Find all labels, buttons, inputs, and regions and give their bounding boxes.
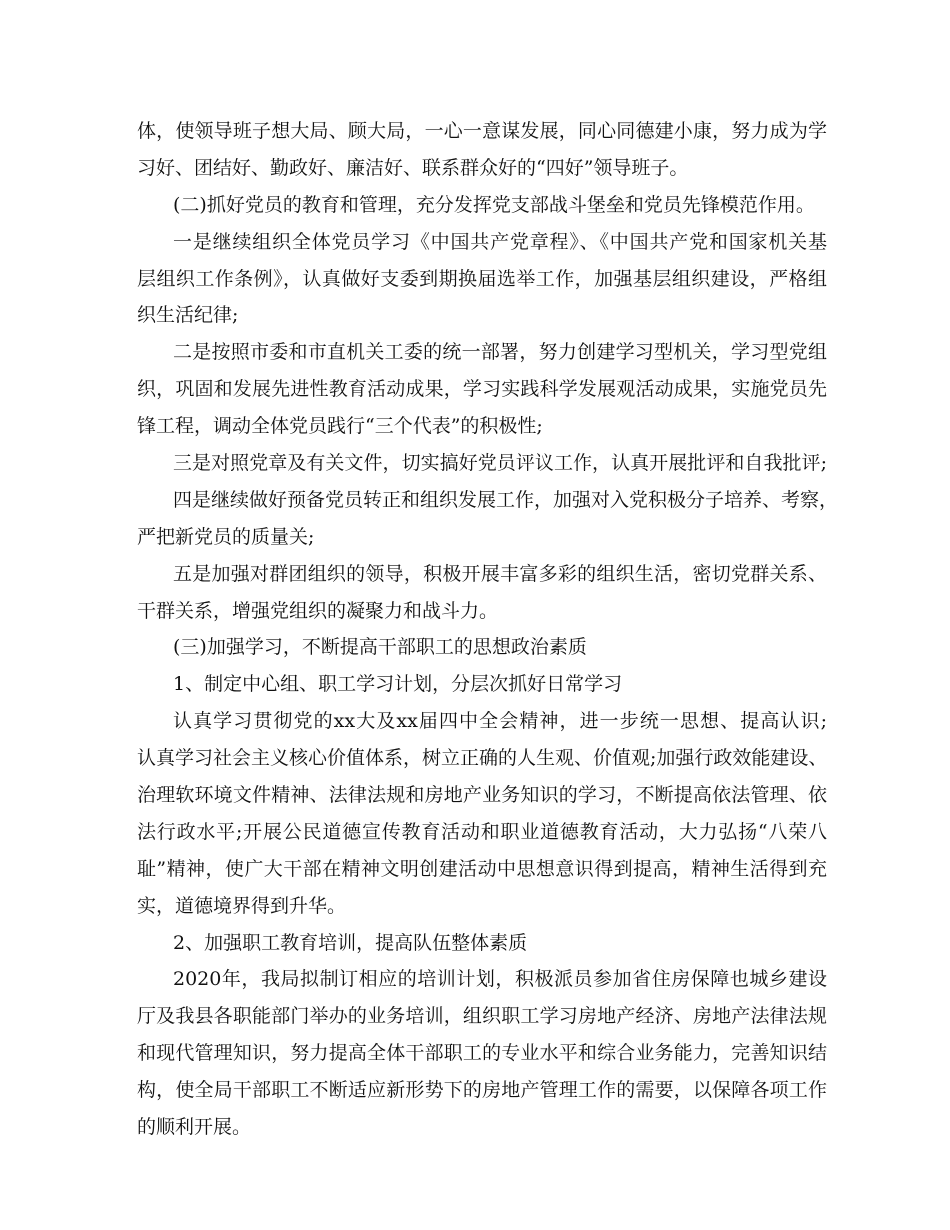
text-line: 厅及我县各职能部门举办的业务培训，组织职工学习房地产经济、房地产法律法规 (137, 1005, 827, 1028)
text-line: 的顺利开展。 (137, 1116, 252, 1139)
text-line: 严把新党员的质量关; (137, 525, 315, 548)
text-line: 二是按照市委和市直机关工委的统一部署，努力创建学习型机关，学习型党组 (173, 341, 827, 364)
text-line: 实，道德境界得到升华。 (137, 894, 347, 917)
text-line: 法行政水平;开展公民道德宣传教育活动和职业道德教育活动，大力弘扬“八荣八 (137, 820, 827, 843)
text-line: 2020年，我局拟制订相应的培训计划，积极派员参加省住房保障也城乡建设 (173, 968, 827, 991)
text-line: 认真学习社会主义核心价值体系，树立正确的人生观、价值观;加强行政效能建设、 (137, 747, 828, 770)
text-line: 锋工程，调动全体党员践行“三个代表”的积极性; (137, 415, 543, 438)
text-line: 干群关系，增强党组织的凝聚力和战斗力。 (137, 599, 499, 622)
document-body (137, 113, 839, 1146)
text-line: 层组织工作条例》，认真做好支委到期换届选举工作，加强基层组织建设，严格组 (137, 267, 827, 290)
text-line: 2、加强职工教育培训，提高队伍整体素质 (173, 931, 528, 954)
text-line: 织生活纪律; (137, 304, 239, 327)
text-line: 认真学习贯彻党的xx大及xx届四中全会精神，进一步统一思想、提高认识; (173, 710, 827, 733)
text-line: 五是加强对群团组织的领导，积极开展丰富多彩的组织生活，密切党群关系、 (173, 562, 827, 585)
text-line: 习好、团结好、勤政好、廉洁好、联系群众好的“四好”领导班子。 (137, 156, 689, 179)
text-line: 体，使领导班子想大局、顾大局，一心一意谋发展，同心同德建小康，努力成为学 (137, 120, 827, 142)
text-line: 治理软环境文件精神、法律法规和房地产业务知识的学习，不断提高依法管理、依 (137, 784, 827, 807)
text-line: 和现代管理知识，努力提高全体干部职工的专业水平和综合业务能力，完善知识结 (137, 1042, 827, 1065)
text-line: 三是对照党章及有关文件，切实搞好党员评议工作，认真开展批评和自我批评; (173, 452, 827, 475)
text-line: (三)加强学习，不断提高干部职工的思想政治素质 (173, 636, 587, 659)
text-line: 一是继续组织全体党员学习《中国共产党章程》、《中国共产党和国家机关基 (173, 230, 827, 253)
text-line: (二)抓好党员的教育和管理，充分发挥党支部战斗堡垒和党员先锋模范作用。 (173, 193, 815, 216)
text-line: 织，巩固和发展先进性教育活动成果，学习实践科学发展观活动成果，实施党员先 (137, 378, 827, 401)
text-line: 四是继续做好预备党员转正和组织发展工作，加强对入党积极分子培养、考察， (173, 488, 839, 511)
text-line: 构，使全局干部职工不断适应新形势下的房地产管理工作的需要，以保障各项工作 (137, 1079, 827, 1102)
text-line: 耻”精神，使广大干部在精神文明创建活动中思想意识得到提高，精神生活得到充 (137, 857, 827, 880)
text-line: 1、制定中心组、职工学习计划，分层次抓好日常学习 (173, 673, 623, 696)
